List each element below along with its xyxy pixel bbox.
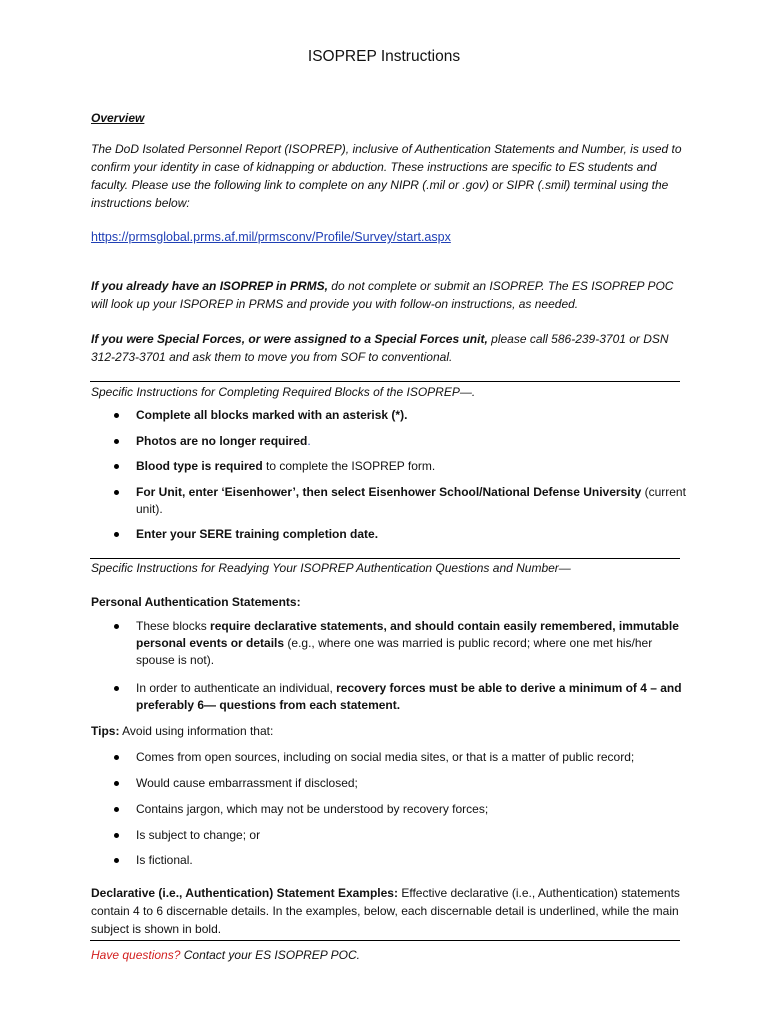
item-rest: (current unit). bbox=[136, 485, 686, 516]
bullet-icon bbox=[114, 807, 119, 812]
tip-text: Is fictional. bbox=[136, 853, 193, 867]
tips-label: Tips: bbox=[91, 724, 120, 738]
footer-contact: Contact your ES ISOPREP POC. bbox=[180, 948, 361, 962]
already-have-paragraph bbox=[91, 277, 691, 313]
declarative-label: Declarative (i.e., Authentication) Statement Examples: bbox=[91, 886, 398, 900]
bullet-icon bbox=[114, 490, 119, 495]
bullet-icon bbox=[114, 624, 119, 629]
already-have-rest: do not complete or submit an ISOPREP. The ES ISOPREP POC will look up your ISPOREP in PRMS and provide you with follow-on instructions, as needed. bbox=[91, 279, 674, 311]
overview-heading: Overview bbox=[91, 111, 145, 125]
item-rest: . bbox=[307, 434, 311, 448]
item-bold: Photos are no longer required bbox=[136, 434, 308, 448]
survey-link[interactable]: https://prmsglobal.prms.af.mil/prmsconv/Profile/Survey/start.aspx bbox=[91, 230, 451, 244]
bullet-icon bbox=[114, 686, 119, 691]
page-title: ISOPREP Instructions bbox=[307, 48, 461, 65]
item-bold: Complete all blocks marked with an asterisk (*). bbox=[136, 408, 408, 422]
bullet-icon bbox=[114, 464, 119, 469]
bullet-icon bbox=[114, 413, 119, 418]
special-forces-lead: If you were Special Forces, or were assigned to a Special Forces unit, bbox=[91, 332, 488, 346]
divider bbox=[90, 381, 680, 382]
section2-subheading: Personal Authentication Statements: bbox=[91, 595, 301, 609]
divider bbox=[90, 940, 680, 941]
tips-paragraph bbox=[91, 722, 691, 740]
tip-text: Comes from open sources, including on social media sites, or that is a matter of public record; bbox=[136, 750, 635, 764]
item-rest: (e.g., where one was married is public record; where one met his/her spouse is not). bbox=[136, 636, 653, 667]
overview-body: The DoD Isolated Personnel Report (ISOPREP), inclusive of Authentication Statements and Number, is used to confirm your identity in case of kidnapping or abduction. These instructions are specific to ES students and faculty. Please use the following link to complete on any NIPR (.mil or .gov) or SIPR (.smil) terminal using the instructions below: bbox=[91, 142, 682, 210]
bullet-icon bbox=[114, 439, 119, 444]
bullet-icon bbox=[114, 532, 119, 537]
link-row bbox=[91, 228, 691, 246]
special-forces-paragraph bbox=[91, 330, 691, 366]
bullet-icon bbox=[114, 781, 119, 786]
already-have-lead: If you already have an ISOPREP in PRMS, bbox=[91, 279, 328, 293]
section2-heading: Specific Instructions for Readying Your ISOPREP Authentication Questions and Number— bbox=[91, 561, 571, 575]
tip-text: Is subject to change; or bbox=[136, 828, 261, 842]
item-rest: to complete the ISOPREP form. bbox=[262, 459, 436, 473]
footer-note bbox=[91, 946, 691, 964]
item-bold: For Unit, enter ‘Eisenhower’, then select Eisenhower School/National Defense University bbox=[136, 485, 642, 499]
item-bold: Blood type is required bbox=[136, 459, 263, 473]
section1-heading: Specific Instructions for Completing Required Blocks of the ISOPREP—. bbox=[91, 385, 476, 399]
bullet-icon bbox=[114, 833, 119, 838]
item-bold: Enter your SERE training completion date. bbox=[136, 527, 379, 541]
item-text: These blocks bbox=[136, 619, 211, 633]
item-text: In order to authenticate an individual, bbox=[136, 681, 337, 695]
item-bold: recovery forces must be able to derive a minimum of 4 – and preferably 6— questions from each statement. bbox=[136, 681, 682, 712]
special-forces-rest: please call 586-239-3701 or DSN 312-273-3701 and ask them to move you from SOF to conventional. bbox=[91, 332, 669, 364]
tips-intro: Avoid using information that: bbox=[119, 724, 274, 738]
bullet-icon bbox=[114, 858, 119, 863]
item-bold: require declarative statements, and should contain easily remembered, immutable personal events or details bbox=[136, 619, 679, 650]
bullet-icon bbox=[114, 755, 119, 760]
footer-question: Have questions? bbox=[91, 948, 181, 962]
tip-text: Would cause embarrassment if disclosed; bbox=[136, 776, 358, 790]
tip-text: Contains jargon, which may not be understood by recovery forces; bbox=[136, 802, 489, 816]
declarative-paragraph bbox=[91, 884, 691, 938]
declarative-body: Effective declarative (i.e., Authentication) statements contain 4 to 6 discernable details. In the examples, below, each discernable detail is underlined, while the main subject is shown in bold. bbox=[91, 886, 680, 936]
